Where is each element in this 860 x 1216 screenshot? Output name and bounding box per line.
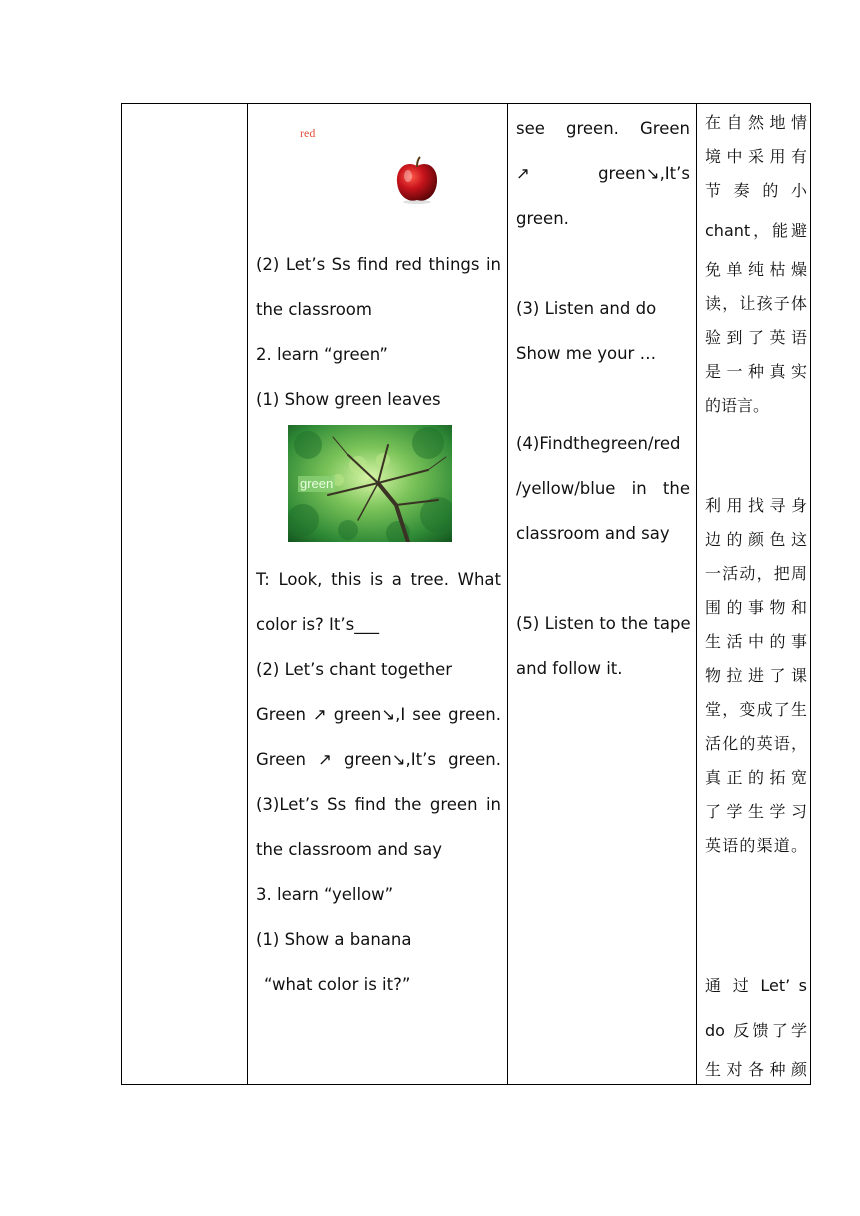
rationale-line: 境中采用有: [705, 147, 807, 166]
rationale-line: chant，能避: [705, 221, 807, 240]
student-line: and follow it.: [516, 659, 623, 678]
red-apple-image: [394, 156, 440, 204]
rationale-line: 了学生学习: [705, 802, 807, 821]
student-line: (4)Findthegreen/red: [516, 434, 681, 453]
activity-line: the classroom and say: [256, 840, 442, 859]
rationale-line: 的语言。: [705, 396, 770, 415]
rationale-line: 物拉进了课: [705, 666, 807, 685]
student-activity-column: [508, 104, 696, 1084]
rationale-line: 是一种真实: [705, 362, 807, 381]
student-line: ↗ green↘,It’s: [516, 164, 690, 183]
rationale-line: 读，让孩子体: [705, 294, 807, 313]
rationale-line: 一活动，把周: [705, 564, 807, 583]
activity-line: 2. learn “green”: [256, 345, 388, 364]
teacher-activity-column: [248, 104, 507, 1084]
rationale-line: 堂，变成了生: [705, 700, 807, 719]
activity-line: T: Look, this is a tree. What: [256, 570, 501, 589]
rationale-line: 免单纯枯燥: [705, 260, 807, 279]
activity-line: “what color is it?”: [264, 975, 411, 994]
rationale-line: 生活中的事: [705, 632, 807, 651]
student-line: classroom and say: [516, 524, 670, 543]
student-line: green.: [516, 209, 569, 228]
rationale-line: 边的颜色这: [705, 530, 807, 549]
rationale-line: 利用找寻身: [705, 496, 807, 515]
rationale-line: 英语的渠道。: [705, 836, 807, 855]
activity-line: (1) Show a banana: [256, 930, 412, 949]
rationale-line: 验到了英语: [705, 328, 807, 347]
rationale-line: 真正的拓宽: [705, 768, 807, 787]
rationale-line: do 反馈了学: [705, 1021, 807, 1040]
activity-line: (2) Let’s chant together: [256, 660, 453, 679]
activity-line: the classroom: [256, 300, 372, 319]
green-caption: green: [300, 476, 334, 491]
stage-column: [122, 104, 247, 1084]
student-line: (3) Listen and do: [516, 299, 657, 318]
apple-caption: red: [300, 126, 316, 140]
activity-line: (3)Let’s Ss find the green in: [256, 795, 501, 814]
green-leaves-image: [288, 425, 452, 542]
rationale-line: 在自然地情: [705, 113, 807, 132]
activity-line: color is? It’s___: [256, 615, 379, 634]
student-line: (5) Listen to the tape: [516, 614, 691, 633]
activity-line: Green ↗ green↘,I see green.: [256, 705, 501, 724]
student-line: /yellow/blue in the: [516, 479, 690, 498]
activity-line: 3. learn “yellow”: [256, 885, 394, 904]
activity-line: Green ↗ green↘,It’s green.: [256, 750, 501, 769]
activity-line: (2) Let’s Ss find red things in: [256, 255, 501, 274]
rationale-line: 生对各种颜: [705, 1060, 807, 1079]
activity-line: (1) Show green leaves: [256, 390, 441, 409]
lesson-table: [121, 103, 811, 1085]
student-line: see green. Green: [516, 119, 690, 138]
rationale-line: 活化的英语，: [705, 734, 807, 753]
rationale-line: 围的事物和: [705, 598, 807, 617]
rationale-column: [697, 104, 811, 1084]
rationale-line: 节 奏 的 小: [705, 181, 807, 200]
rationale-line: 通 过 Let’ s: [705, 976, 807, 995]
student-line: Show me your …: [516, 344, 657, 363]
